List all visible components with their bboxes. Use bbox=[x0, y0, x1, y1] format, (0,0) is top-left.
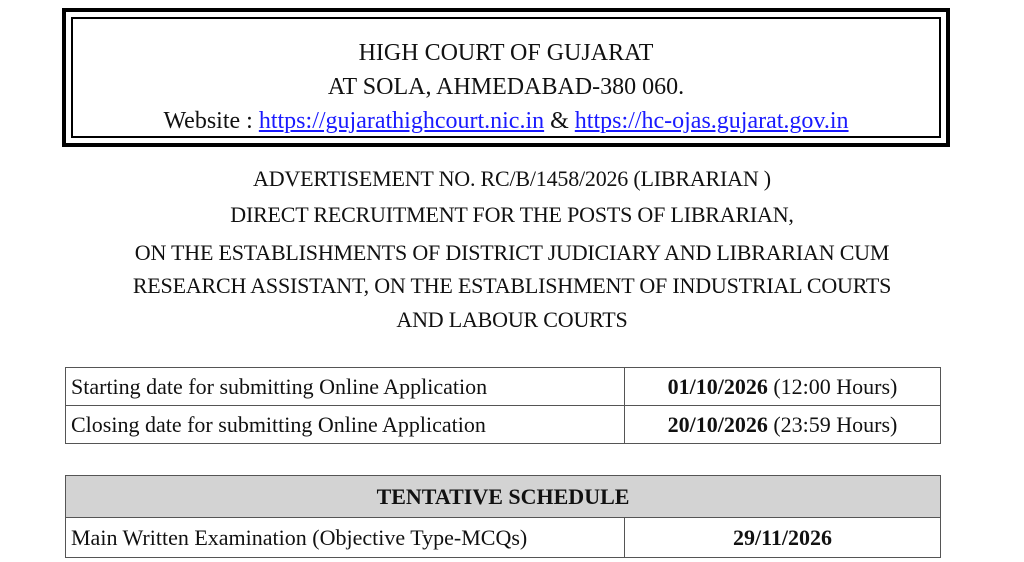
advertisement-line-3: ON THE ESTABLISHMENTS OF DISTRICT JUDICIARY AND LIBRARIAN CUM bbox=[134, 240, 890, 265]
table-row bbox=[66, 476, 941, 518]
link-connector: & bbox=[544, 108, 575, 134]
website-line bbox=[73, 104, 939, 138]
start-date-value bbox=[625, 368, 941, 406]
header-box bbox=[62, 8, 950, 147]
court-name: HIGH COURT OF GUJARAT bbox=[358, 40, 654, 66]
start-date: 01/10/2026 bbox=[667, 373, 768, 399]
schedule-title: TENTATIVE SCHEDULE bbox=[66, 476, 941, 518]
table-row bbox=[66, 518, 941, 558]
table-row bbox=[66, 406, 941, 444]
exam-date: 29/11/2026 bbox=[625, 518, 941, 558]
advertisement-line-5: AND LABOUR COURTS bbox=[396, 307, 628, 332]
start-date-label: Starting date for submitting Online Application bbox=[66, 368, 625, 406]
tentative-schedule-table bbox=[65, 475, 941, 558]
exam-label: Main Written Examination (Objective Type-MCQs) bbox=[66, 518, 625, 558]
website-label: Website : bbox=[163, 108, 259, 134]
application-dates-table bbox=[65, 367, 941, 444]
website-link-gujarathighcourt[interactable]: https://gujarathighcourt.nic.in bbox=[258, 108, 545, 134]
closing-date: 20/10/2026 bbox=[667, 411, 768, 437]
closing-date-label: Closing date for submitting Online Application bbox=[66, 406, 625, 444]
header-inner-border bbox=[71, 17, 941, 138]
closing-time: (23:59 Hours) bbox=[767, 411, 898, 437]
advertisement-number: ADVERTISEMENT NO. RC/B/1458/2026 (LIBRARIAN ) bbox=[253, 166, 771, 191]
website-link-hc-ojas[interactable]: https://hc-ojas.gujarat.gov.in bbox=[574, 108, 849, 134]
court-address: AT SOLA, AHMEDABAD-380 060. bbox=[327, 74, 685, 100]
advertisement-line-2: DIRECT RECRUITMENT FOR THE POSTS OF LIBRARIAN, bbox=[230, 202, 794, 227]
advertisement-line-4: RESEARCH ASSISTANT, ON THE ESTABLISHMENT OF INDUSTRIAL COURTS bbox=[132, 273, 892, 298]
table-row bbox=[66, 368, 941, 406]
start-time: (12:00 Hours) bbox=[767, 373, 898, 399]
closing-date-value bbox=[625, 406, 941, 444]
